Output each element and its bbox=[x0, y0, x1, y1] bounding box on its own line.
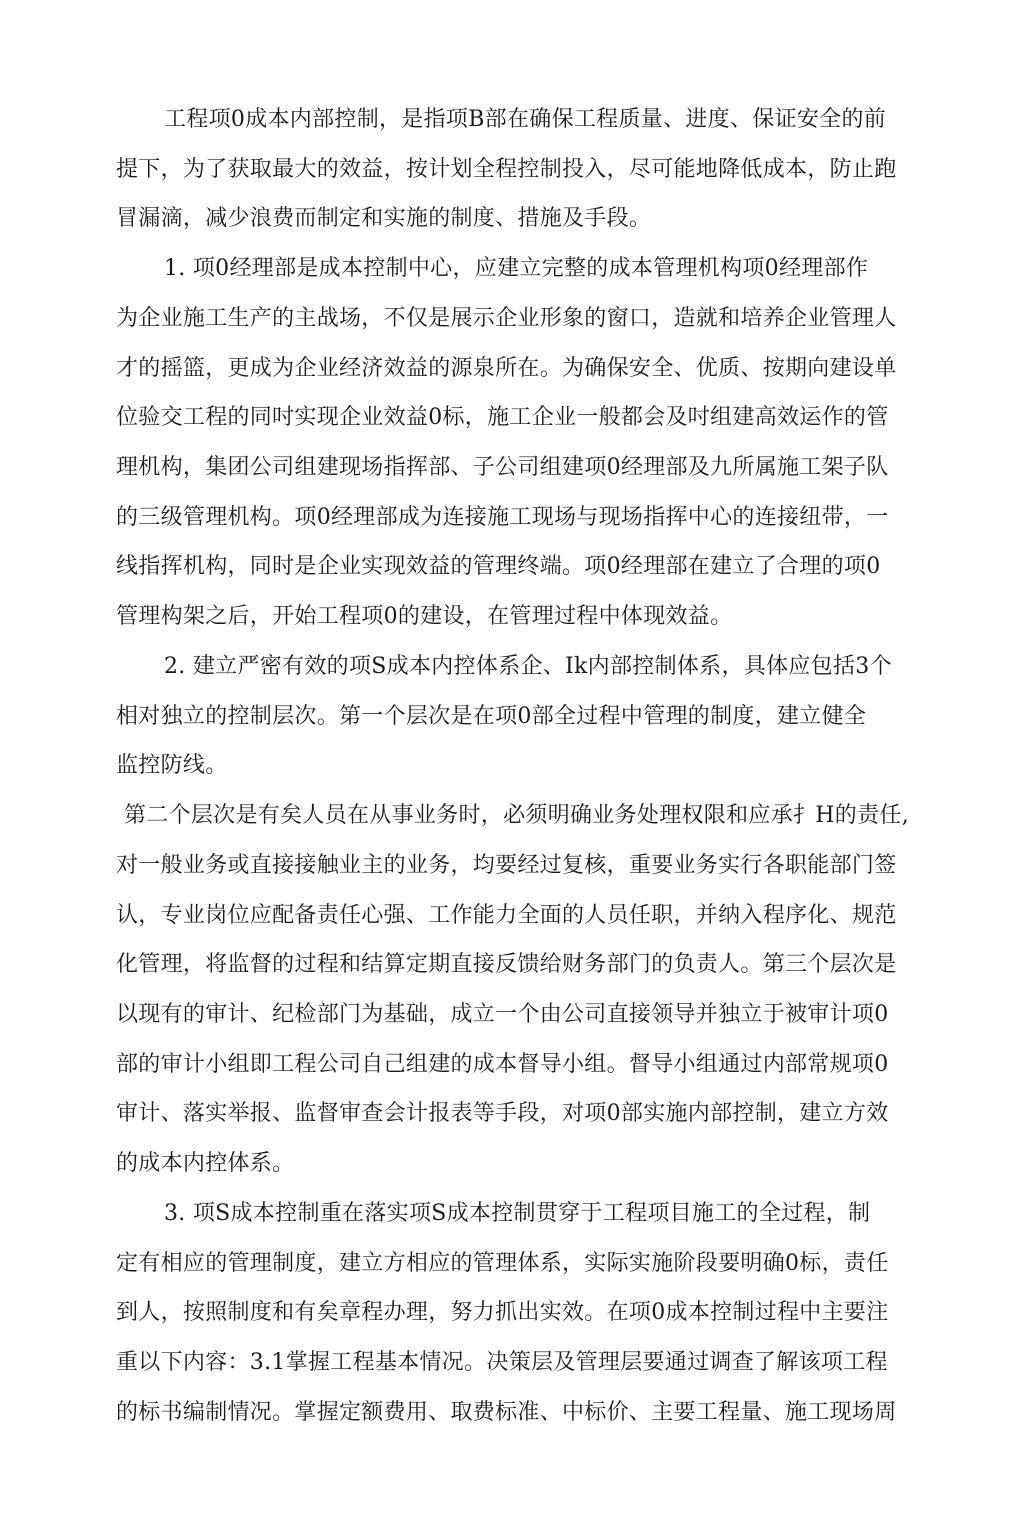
section-1-line-7: 线指挥机构，同时是企业实现效益的管理终端。项0经理部在建立了合理的项0 bbox=[116, 554, 881, 579]
section-2-line-3: 监控防线。 bbox=[116, 753, 228, 778]
section-2-line-1: 2. 建立严密有效的项S成本内控体系企、Ik内部控制体系，具体应包括3个 bbox=[164, 654, 892, 679]
section-3-line-4: 重以下内容：3.1掌握工程基本情况。决策层及管理层要通过调查了解该项工程 bbox=[116, 1350, 888, 1375]
section-3-line-1: 3. 项S成本控制重在落实项S成本控制贯穿于工程项目施工的全过程，制 bbox=[164, 1201, 871, 1226]
section-2b-line-1: 第二个层次是有矣人员在从事业务时，必须明确业务处理权限和应承扌H的责任, bbox=[124, 803, 909, 828]
section-2b-line-8: 的成本内控体系。 bbox=[116, 1151, 295, 1176]
section-1-line-8: 管理构架之后，开始工程项0的建设，在管理过程中体现效益。 bbox=[116, 604, 733, 629]
section-3-line-3: 到人，按照制度和有矣章程办理，努力抓出实效。在项0成本控制过程中主要注 bbox=[116, 1300, 889, 1325]
section-3-line-2: 定有相应的管理制度，建立方相应的管理体系，实际实施阶段要明确0标，责任 bbox=[116, 1251, 889, 1276]
section-2b-line-2: 对一般业务或直接接触业主的业务，均要经过复核，重要业务实行各职能部门签 bbox=[116, 853, 897, 878]
section-1-line-2: 为企业施工生产的主战场，不仅是展示企业形象的窗口，造就和培养企业管理人 bbox=[116, 306, 897, 331]
section-2b-line-3: 认，专业岗位应配备责任心强、工作能力全面的人员任职，并纳入程序化、规范 bbox=[116, 903, 897, 928]
section-2b-line-7: 审计、落实举报、监督审查会计报表等手段，对项0部实施内部控制，建立方效 bbox=[116, 1101, 889, 1126]
section-1-line-1: 1. 项0经理部是成本控制中心，应建立完整的成本管理机构项0经理部作 bbox=[164, 256, 869, 281]
section-1-line-5: 理机构，集团公司组建现场指挥部、子公司组建项0经理部及九所属施工架子队 bbox=[116, 455, 889, 480]
section-2b-line-5: 以现有的审计、纪检部门为基础，成立一个由公司直接领导并独立于被审计项0 bbox=[116, 1002, 889, 1027]
section-2b-line-6: 部的审计小组即工程公司自己组建的成本督导小组。督导小组通过内部常规项0 bbox=[116, 1052, 889, 1077]
paragraph-1-line-2: 提下，为了获取最大的效益，按计划全程控制投入，尽可能地降低成本，防止跑 bbox=[116, 157, 897, 182]
section-1-line-4: 位验交工程的同吋实现企业效益0标，施工企业一般都会及吋组建高效运作的管 bbox=[116, 405, 889, 430]
section-1-line-3: 才的摇篮，更成为企业经济效益的源泉所在。为确保安全、优质、按期向建设单 bbox=[116, 356, 897, 381]
paragraph-1-line-1: 工程项0成本内部控制，是指项B部在确保工程质量、进度、保证安全的前 bbox=[164, 107, 887, 132]
section-3-line-5: 的标书编制情况。掌握定额费用、取费标准、中标价、主要工程量、施工现场周 bbox=[116, 1400, 897, 1425]
paragraph-1-line-3: 冒漏滴，减少浪费而制定和实施的制度、措施及手段。 bbox=[116, 206, 652, 231]
section-1-line-6: 的三级管理机构。项0经理部成为连接施工现场与现场指挥中心的连接纽带，一 bbox=[116, 505, 889, 530]
section-2-line-2: 相对独立的控制层次。第一个层次是在项0部全过程中管理的制度，建立健全 bbox=[116, 704, 867, 729]
section-2b-line-4: 化管理，将监督的过程和结算定期直接反馈给财务部门的负责人。第三个层次是 bbox=[116, 952, 897, 977]
